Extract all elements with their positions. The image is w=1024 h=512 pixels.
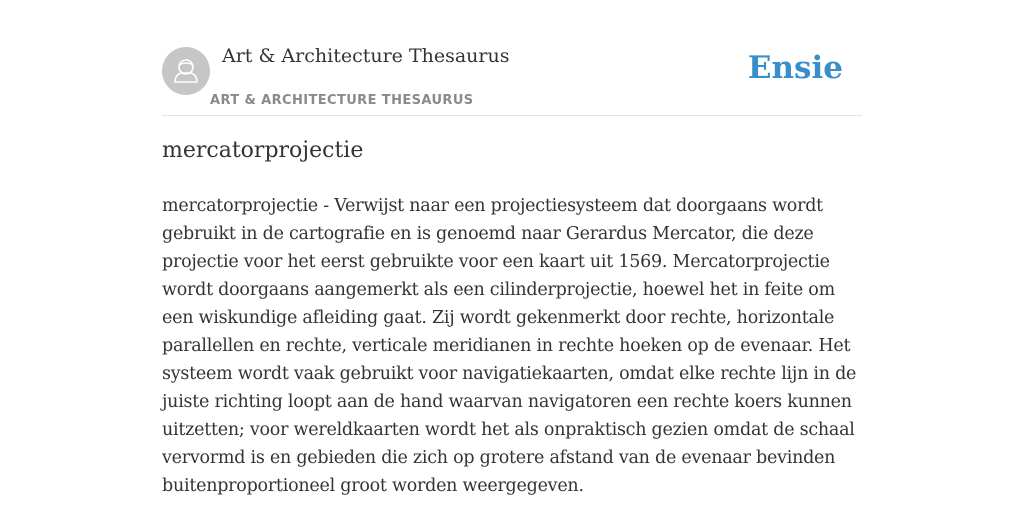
user-icon xyxy=(162,47,210,95)
source-title[interactable]: Art & Architecture Thesaurus xyxy=(222,45,510,67)
definition-card xyxy=(162,0,862,512)
entry-definition: mercatorprojectie - Verwijst naar een projectiesysteem dat doorgaans wordt gebruikt in de cartografie en is genoemd naar Gerardus Mercator, die deze projectie voor het eerst gebruikte voor een kaart uit 1569. Mercatorprojectie wordt doorgaans aangemerkt als een cilinderprojectie, hoewel het in feite om een wiskundige afleiding gaat. Zij wordt gekenmerkt door rechte, horizontale parallellen en rechte, verticale meridianen in rechte hoeken op de evenaar. Het systeem wordt vaak gebruikt voor navigatiekaarten, omdat elke rechte lijn in de juiste richting loopt aan de hand waarvan navigatoren een rechte koers kunnen uitzetten; voor wereldkaarten wordt het als onpraktisch gezien omdat de schaal vervormd is en gebieden die zich op grotere afstand van de evenaar bevinden buitenproportioneel groot worden weergegeven. xyxy=(162,196,857,496)
ensie-logo[interactable]: Ensie xyxy=(747,50,843,86)
source-avatar[interactable] xyxy=(162,47,210,95)
entry-term: mercatorprojectie xyxy=(162,138,364,163)
source-subtitle[interactable]: ART & ARCHITECTURE THESAURUS xyxy=(210,93,474,108)
header-divider xyxy=(162,115,862,116)
